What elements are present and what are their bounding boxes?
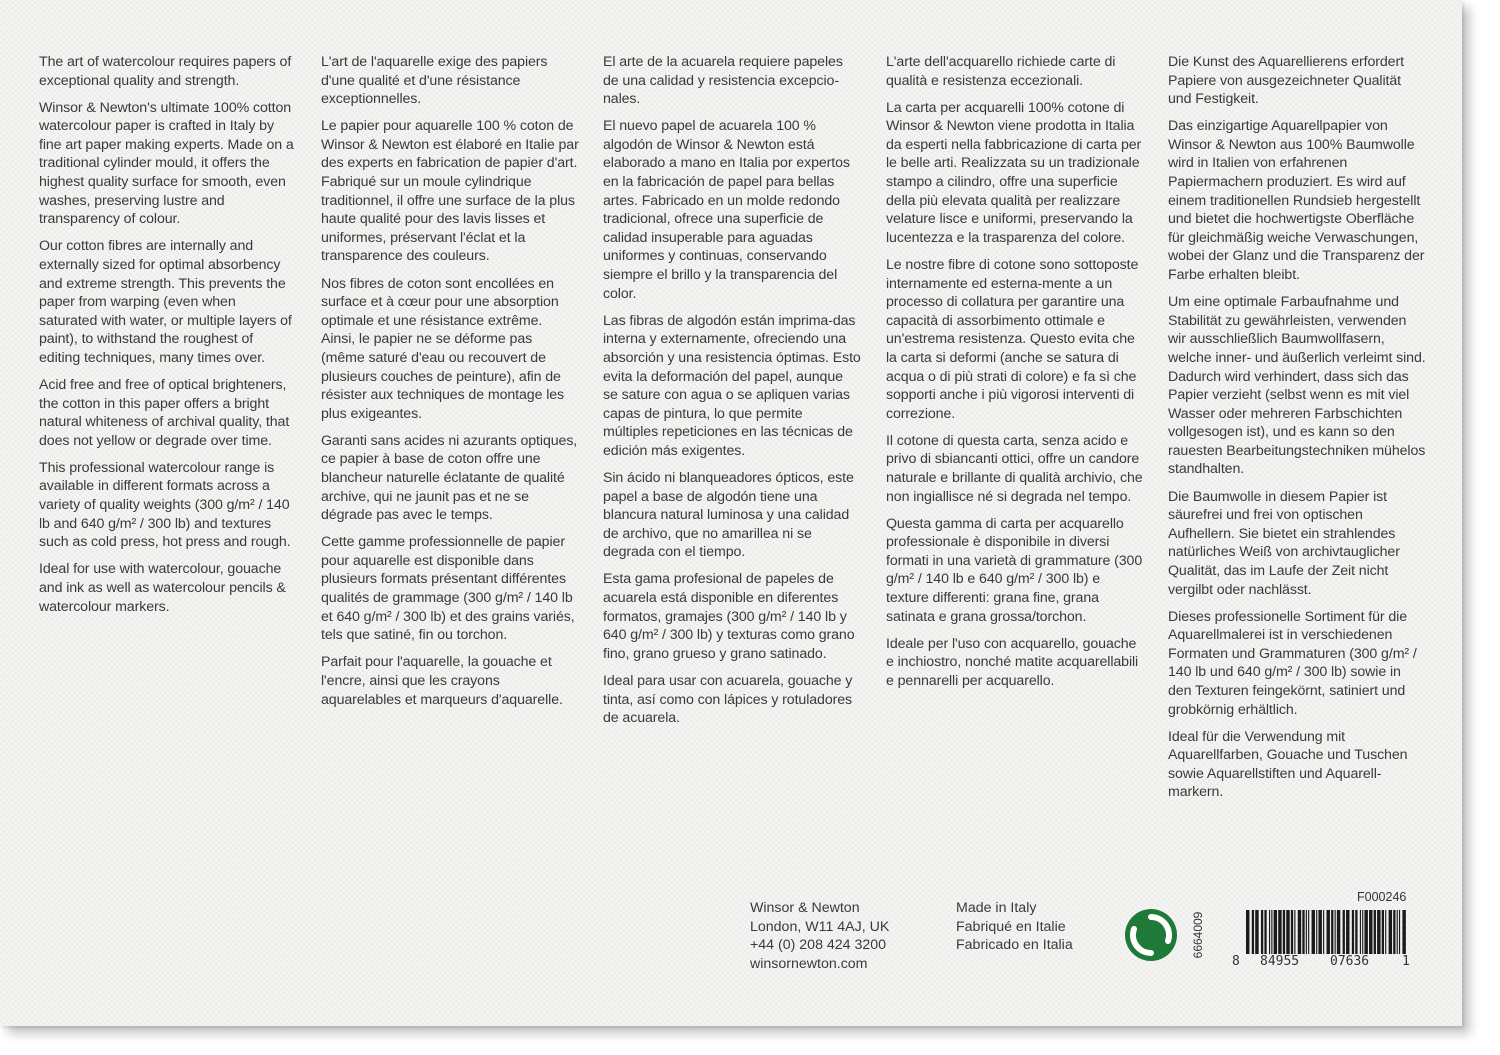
barcode-right-digit: 1 — [1402, 954, 1410, 969]
product-code: F000246 — [1357, 890, 1407, 904]
vertical-product-number: 6664009 — [1191, 911, 1205, 959]
company-phone: +44 (0) 208 424 3200 — [750, 937, 887, 954]
barcode-bar — [1397, 910, 1398, 954]
paragraph: Garanti sans acides ni azurants optiques, ce papier à base de coton offre une blancheur naturelle éclatante de qualité archive, qui ne jaunit pas et ne se dégrade pas avec le temps. — [321, 432, 578, 524]
barcode-bar — [1261, 910, 1263, 954]
barcode-bar — [1278, 910, 1281, 954]
barcode — [1246, 910, 1406, 954]
paragraph: Ideale per l'uso con acquarello, gouache e inchiostro, nonché matite acquarellabili e pennarelli per acquarello. — [886, 635, 1139, 689]
barcode-bar — [1393, 910, 1395, 954]
company-website: winsornewton.com — [750, 955, 868, 972]
barcode-bar — [1346, 910, 1349, 954]
barcode-bar — [1318, 910, 1321, 954]
barcode-bar — [1323, 910, 1324, 954]
barcode-bar — [1382, 910, 1384, 954]
barcode-bar — [1286, 910, 1289, 954]
barcode-bar — [1302, 910, 1304, 954]
barcode-bar — [1343, 910, 1345, 954]
barcode-bar — [1331, 910, 1333, 954]
paragraph: The art of watercolour requires papers of exceptional quality and strength. — [39, 54, 292, 89]
barcode-bar — [1291, 910, 1293, 954]
barcode-bar — [1312, 910, 1315, 954]
barcode-bar — [1252, 910, 1254, 954]
made-in-french: Fabriqué en Italie — [956, 918, 1066, 935]
barcode-bar — [1399, 910, 1400, 954]
barcode-bar — [1246, 910, 1249, 954]
barcode-second-group: 07636 — [1330, 954, 1370, 969]
paragraph: Ideal para usar con acuarela, gouache y tinta, así como con lápices y rotuladores de acuarela. — [603, 672, 853, 727]
made-in-spanish: Fabricado en Italia — [956, 937, 1073, 954]
barcode-bar — [1264, 910, 1266, 954]
barcode-bar — [1369, 910, 1372, 954]
country-of-origin — [956, 899, 1073, 955]
paragraph: Cette gamme professionnelle de papier pour aquarelle est disponible dans plusieurs formats présentant différentes qualités de grammage (300 g/m² / 140 lb et 640 g/m² / 300 lb) et des grains variés, tels que satiné, fin ou torchon. — [321, 534, 575, 644]
text-column-italian — [886, 53, 1144, 699]
barcode-bar — [1255, 910, 1258, 954]
paragraph: Das einzigartige Aquarellpapier von Winsor & Newton aus 100% Baumwolle wird in Italien von erfahrenen Papiermachern produziert. Es wird auf einem traditionellen Rundsieb hergestellt und bietet die hochwertigste Oberfläche für gleichmäßig weiche Verwaschungen, wobei der Glanz und die Transparenz der Farbe erhalten bleibt. — [1168, 118, 1425, 284]
paragraph: Nos fibres de coton sont encollées en surface et à cœur pour une absorption optimale et une résistance extrême. Ainsi, le papier ne se déforme pas (même saturé d'eau ou recouvert de plusieurs couches de peinture), afin de résister aux techniques de montage les plus exigeantes. — [321, 275, 565, 422]
paragraph: El nuevo papel de acuarela 100 % algodón de Winsor & Newton está elaborado a mano en Italia por expertos en la fabricación de papel para bellas artes. Fabricado en un molde redondo tradicional, ofrece una superficie de calidad insuperable para aguadas uniformes y continuas, conservando siempre el brillo y la transparencia del color. — [603, 118, 850, 302]
made-in-english: Made in Italy — [956, 900, 1037, 916]
barcode-bar — [1327, 910, 1330, 954]
barcode-bar — [1389, 910, 1392, 954]
company-address — [750, 899, 889, 973]
barcode-bar — [1271, 910, 1272, 954]
barcode-bar — [1374, 910, 1376, 954]
barcode-bar — [1308, 910, 1309, 954]
barcode-bar — [1294, 910, 1295, 954]
paragraph: Sin ácido ni blanqueadores ópticos, este papel a base de algodón tiene una blancura natural luminosa y una calidad de archivo, que no amarillea ni se degrada con el tiempo. — [603, 469, 854, 561]
paragraph: El arte de la acuarela requiere papeles de una calidad y resistencia excepcio-nales. — [603, 54, 843, 108]
paragraph: Winsor & Newton's ultimate 100% cotton watercolour paper is crafted in Italy by fine art paper making experts. Made on a traditional cylinder mould, it offers the highest quality surface for smooth, even washes, preserving lustre and transparency of colour. — [39, 99, 294, 228]
barcode-bar — [1316, 910, 1317, 954]
barcode-bar — [1274, 910, 1277, 954]
paragraph: Le papier pour aquarelle 100 % coton de Winsor & Newton est élaboré en Italie par des experts en fabrication de papier d'art. Fabriqué sur un moule cylindrique traditionnel, il offre une surface de la plus haute qualité pour des lavis lisses et uniformes, préservant l'éclat et la transparence des couleurs. — [321, 118, 579, 265]
company-name: Winsor & Newton — [750, 900, 860, 916]
text-column-german — [1168, 53, 1426, 811]
barcode-bar — [1335, 910, 1336, 954]
paragraph: Um eine optimale Farbaufnahme und Stabilität zu gewährleisten, verwenden wir ausschließlich Baumwollfasern, welche inner- und äußerlich verleimt sind. Dadurch wird verhindert, dass sich das Papier verzieht (selbst wenn es mit viel Wasser oder mehreren Farbschichten vollgesogen ist), und es kann so den rauesten Bearbeitungstechniken mühelos standhalten. — [1168, 294, 1426, 478]
paragraph: Las fibras de algodón están imprima-das interna y externamente, ofreciendo una absorción y una resistencia óptimas. Esto evita la deformación del papel, aunque se sature con agua o se apliquen varias capas de pintura, lo que permite múltiples repeticiones en las técnicas de edición más exigentes. — [603, 312, 861, 459]
barcode-bar — [1377, 910, 1380, 954]
paragraph: Acid free and free of optical brighteners, the cotton in this paper offers a bright natural whiteness of archival quality, that does not yellow or degrade over time. — [39, 377, 290, 449]
barcode-bar — [1360, 910, 1361, 954]
barcode-bar — [1269, 910, 1270, 954]
barcode-bar — [1385, 910, 1386, 954]
barcode-bar — [1337, 910, 1340, 954]
paragraph: La carta per acquarelli 100% cotone di Winsor & Newton viene prodotta in Italia da esperti nella fabbricazione di carta per le belle arti. Realizzata su un tradizionale stampo a cilindro, offre una superficie della più elevata qualità per realizzare velature lisce e uniformi, preservando la lucentezza e la trasparenza del colore. — [886, 99, 1142, 246]
paragraph: L'art de l'aquarelle exige des papiers d'une qualité et d'une résistance exceptionnelles. — [321, 54, 548, 108]
green-dot-recycling-icon — [1124, 908, 1178, 962]
text-column-french — [321, 53, 579, 718]
paragraph: Le nostre fibre di cotone sono sottoposte internamente ed esterna-mente a un processo di collatura per garantire una capacità di assorbimento ottimale e un'estrema resistenza. Questo evita che la carta si deformi (anche se satura di acqua o di più strati di colore) e fa sì che sopporti anche i più vigorosi interventi di correzione. — [886, 256, 1139, 422]
paragraph: This professional watercolour range is available in different formats across a variety of quality weights (300 g/m² / 140 lb and 640 g/m² / 300 lb) and textures such as cold press, hot press and rough. — [39, 459, 291, 551]
barcode-bar — [1298, 910, 1301, 954]
paragraph: Esta gama profesional de papeles de acuarela está disponible en diferentes formatos, gramajes (300 g/m² / 140 lb y 640 g/m² / 300 lb) y texturas como grano fino, grano grueso y grano satinado. — [603, 571, 855, 662]
barcode-first-group: 84955 — [1260, 954, 1300, 969]
paragraph: Die Kunst des Aquarellierens erfordert Papiere von ausgezeichneter Qualität und Festigkeit. — [1168, 54, 1404, 108]
paragraph: L'arte dell'acquarello richiede carte di qualità e resistenza eccezionali. — [886, 54, 1116, 89]
paragraph: Ideal für die Verwendung mit Aquarellfarben, Gouache und Tuschen sowie Aquarellstiften und Aquarell-markern. — [1168, 728, 1408, 801]
paragraph: Questa gamma di carta per acquarello professionale è disponibile in diversi formati in una varietà di grammature (300 g/m² / 140 lb e 640 g/m² / 300 lb) e texture differenti: grana fine, grana satinata e grana grossa/torchon. — [886, 515, 1143, 625]
barcode-bar — [1306, 910, 1307, 954]
paragraph: Il cotone di questa carta, senza acido e privo di sbiancanti ottici, offre un candore naturale e brillante di qualità archivio, che non ingiallisce né si degrada nel tempo. — [886, 432, 1143, 505]
paragraph: Parfait pour l'aquarelle, la gouache et l'encre, ainsi que les crayons aquarelables et marqueurs d'aquarelle. — [321, 654, 563, 708]
paragraph: Ideal for use with watercolour, gouache and ink as well as watercolour pencils & watercolour markers. — [39, 561, 286, 615]
barcode-bar — [1283, 910, 1285, 954]
paragraph: Our cotton fibres are internally and externally sized for optimal absorbency and extreme strength. This prevents the paper from warping (even when saturated with water, or multiple layers of paint), to withstand the roughest of editing techniques, many times over. — [39, 238, 292, 366]
barcode-bar — [1364, 910, 1367, 954]
barcode-left-digit: 8 — [1232, 954, 1240, 969]
barcode-bar — [1352, 910, 1354, 954]
paragraph: Dieses professionelle Sortiment für die Aquarellmalerei ist in verschiedenen Formaten und Grammaturen (300 g/m² / 140 lb und 640 g/m² / 300 lb) sowie in den Texturen feingekörnt, satiniert und grobkörnig erhältlich. — [1168, 608, 1417, 718]
barcode-digits — [1232, 954, 1412, 972]
text-column-spanish — [603, 53, 861, 736]
company-city: London, W11 4AJ, UK — [750, 918, 890, 935]
barcode-bar — [1355, 910, 1357, 954]
barcode-bar — [1362, 910, 1363, 954]
text-column-english — [39, 53, 297, 625]
paragraph: Die Baumwolle in diesem Papier ist säurefrei und frei von optischen Aufhellern. Sie bietet ein strahlendes natürliches Weiß von archivtauglicher Qualität, das im Laufe der Zeit nicht vergilbt oder nachlässt. — [1168, 488, 1400, 598]
barcode-bar — [1402, 910, 1405, 954]
